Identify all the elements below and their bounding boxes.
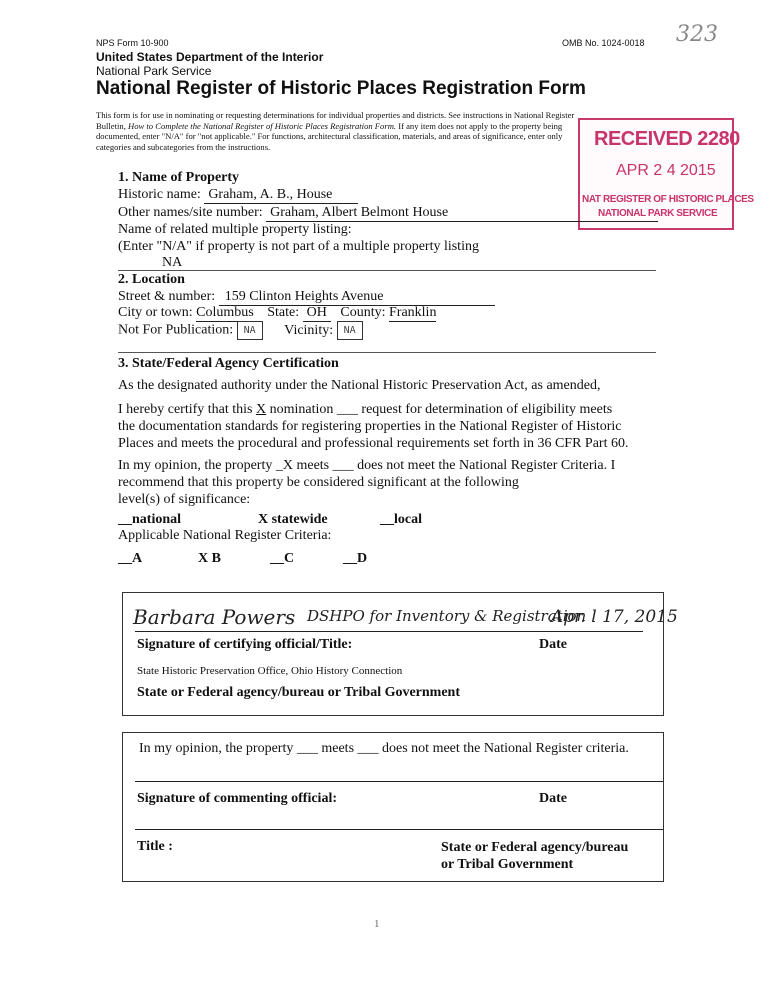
city-row <box>118 305 436 322</box>
handwritten-title: DSHPO for Inventory & Registration <box>307 607 587 625</box>
commenting-agency-label: State or Federal agency/bureau or Tribal Government <box>441 840 629 872</box>
commenting-official-box <box>122 732 664 882</box>
street-row <box>118 289 495 306</box>
certification-line: the documentation standards for registering properties in the National Register of Historic <box>118 419 622 434</box>
opinion-line: recommend that this property be considered significant at the following <box>118 475 519 490</box>
other-names-field[interactable]: Graham, Albert Belmont House <box>266 206 658 222</box>
criteria-b[interactable]: X B <box>198 551 221 566</box>
authority-text: As the designated authority under the National Historic Preservation Act, as amended, <box>118 378 601 393</box>
instructions-line: categories and subcategories from the instructions. <box>96 141 271 152</box>
certification-text <box>118 401 629 452</box>
state-label: State: <box>267 305 300 320</box>
commenting-title-label: Title : <box>137 839 173 854</box>
publication-row <box>118 321 363 340</box>
section-2-heading: 2. Location <box>118 272 185 287</box>
opinion-line: In my opinion, the property _X meets ___ does not meet the National Register Criteria. I <box>118 458 616 473</box>
instructions-line: documented, enter "N/A" for "not applicable." For functions, architectural classification, materials, and areas of significance, enter only <box>96 131 563 142</box>
vicinity-field[interactable]: NA <box>337 321 363 340</box>
form-number: NPS Form 10-900 <box>96 38 169 48</box>
opinion-line: level(s) of significance: <box>118 492 251 507</box>
criteria-d[interactable]: __D <box>343 551 368 566</box>
county-field[interactable]: Franklin <box>389 305 437 320</box>
city-label: City or town: <box>118 305 193 320</box>
certification-line: Places and meets the procedural and professional requirements set forth in 36 CFR Part 60. <box>118 436 629 451</box>
related-listing-note: (Enter "N/A" if property is not part of a multiple property listing <box>118 239 479 254</box>
stamp-date: APR 2 4 2015 <box>616 162 716 179</box>
county-label: County: <box>340 305 386 320</box>
other-names-row <box>118 205 658 222</box>
other-names-label: Other names/site number: <box>118 205 263 220</box>
historic-name-label: Historic name: <box>118 187 201 202</box>
section-divider <box>118 352 656 353</box>
certifying-signature-label: Signature of certifying official/Title: <box>137 637 353 652</box>
agency-name: National Park Service <box>96 64 212 78</box>
related-listing-value[interactable]: NA <box>162 255 183 270</box>
street-label: Street & number: <box>118 289 216 304</box>
related-listing-label: Name of related multiple property listing: <box>118 222 352 237</box>
stamp-org-1: NAT REGISTER OF HISTORIC PLACES <box>582 194 754 205</box>
city-field[interactable]: Columbus <box>196 306 258 322</box>
page-number: 1 <box>374 918 380 930</box>
not-for-publication-field[interactable]: NA <box>237 321 263 340</box>
commenting-opinion: In my opinion, the property ___ meets ___ does not meet the National Register criteria. <box>139 741 629 756</box>
certifying-official-box <box>122 592 678 716</box>
commenting-date-label: Date <box>539 791 567 806</box>
department-name: United States Department of the Interior <box>96 50 324 64</box>
certification-line: I hereby certify that this X nomination ___ request for determination of eligibility meets <box>118 402 613 417</box>
stamp-received: RECEIVED 2280 <box>594 128 740 150</box>
section-3-heading: 3. State/Federal Agency Certification <box>118 356 339 371</box>
criteria-c[interactable]: __C <box>270 551 295 566</box>
nomination-checkbox[interactable]: X <box>256 402 267 417</box>
certifying-agency-label: State or Federal agency/bureau or Tribal Government <box>137 685 461 700</box>
level-national[interactable]: __national <box>118 512 182 527</box>
certifying-office: State Historic Preservation Office, Ohio History Connection <box>137 665 403 677</box>
handwritten-date: Apr. l 17, 2015 <box>551 607 678 627</box>
commenting-signature-label: Signature of commenting official: <box>137 791 337 806</box>
handwritten-page-number: 323 <box>676 22 718 47</box>
criteria-label: Applicable National Register Criteria: <box>118 528 332 543</box>
criteria-a[interactable]: __A <box>118 551 143 566</box>
vicinity-label: Vicinity: <box>284 322 334 338</box>
state-field[interactable]: OH <box>303 306 331 322</box>
not-for-publication-label: Not For Publication: <box>118 322 234 338</box>
historic-name-row <box>118 187 358 204</box>
level-local[interactable]: __local <box>380 512 422 527</box>
section-divider <box>118 270 656 271</box>
omb-number: OMB No. 1024-0018 <box>562 38 645 48</box>
certifying-date-label: Date <box>539 637 567 652</box>
instructions-line: Bulletin, How to Complete the National Register of Historic Places Registration Form. If any item does not apply to the property being <box>96 120 563 131</box>
street-field[interactable]: 159 Clinton Heights Avenue <box>219 290 495 306</box>
instructions-line: This form is for use in nominating or requesting determinations for individual properties and districts. See instructions in National Register <box>96 110 575 120</box>
opinion-text <box>118 457 615 508</box>
form-title: National Register of Historic Places Registration Form <box>96 78 586 99</box>
section-1-heading: 1. Name of Property <box>118 170 240 185</box>
signature-line <box>135 781 663 782</box>
signature-line <box>135 631 643 632</box>
level-statewide[interactable]: X statewide <box>258 512 328 527</box>
historic-name-field[interactable]: Graham, A. B., House <box>204 188 358 204</box>
signature-line <box>135 829 663 830</box>
stamp-org-2: NATIONAL PARK SERVICE <box>598 208 718 219</box>
request-checkbox[interactable]: ___ <box>336 402 358 417</box>
signature-certifying: Barbara Powers <box>133 605 296 629</box>
